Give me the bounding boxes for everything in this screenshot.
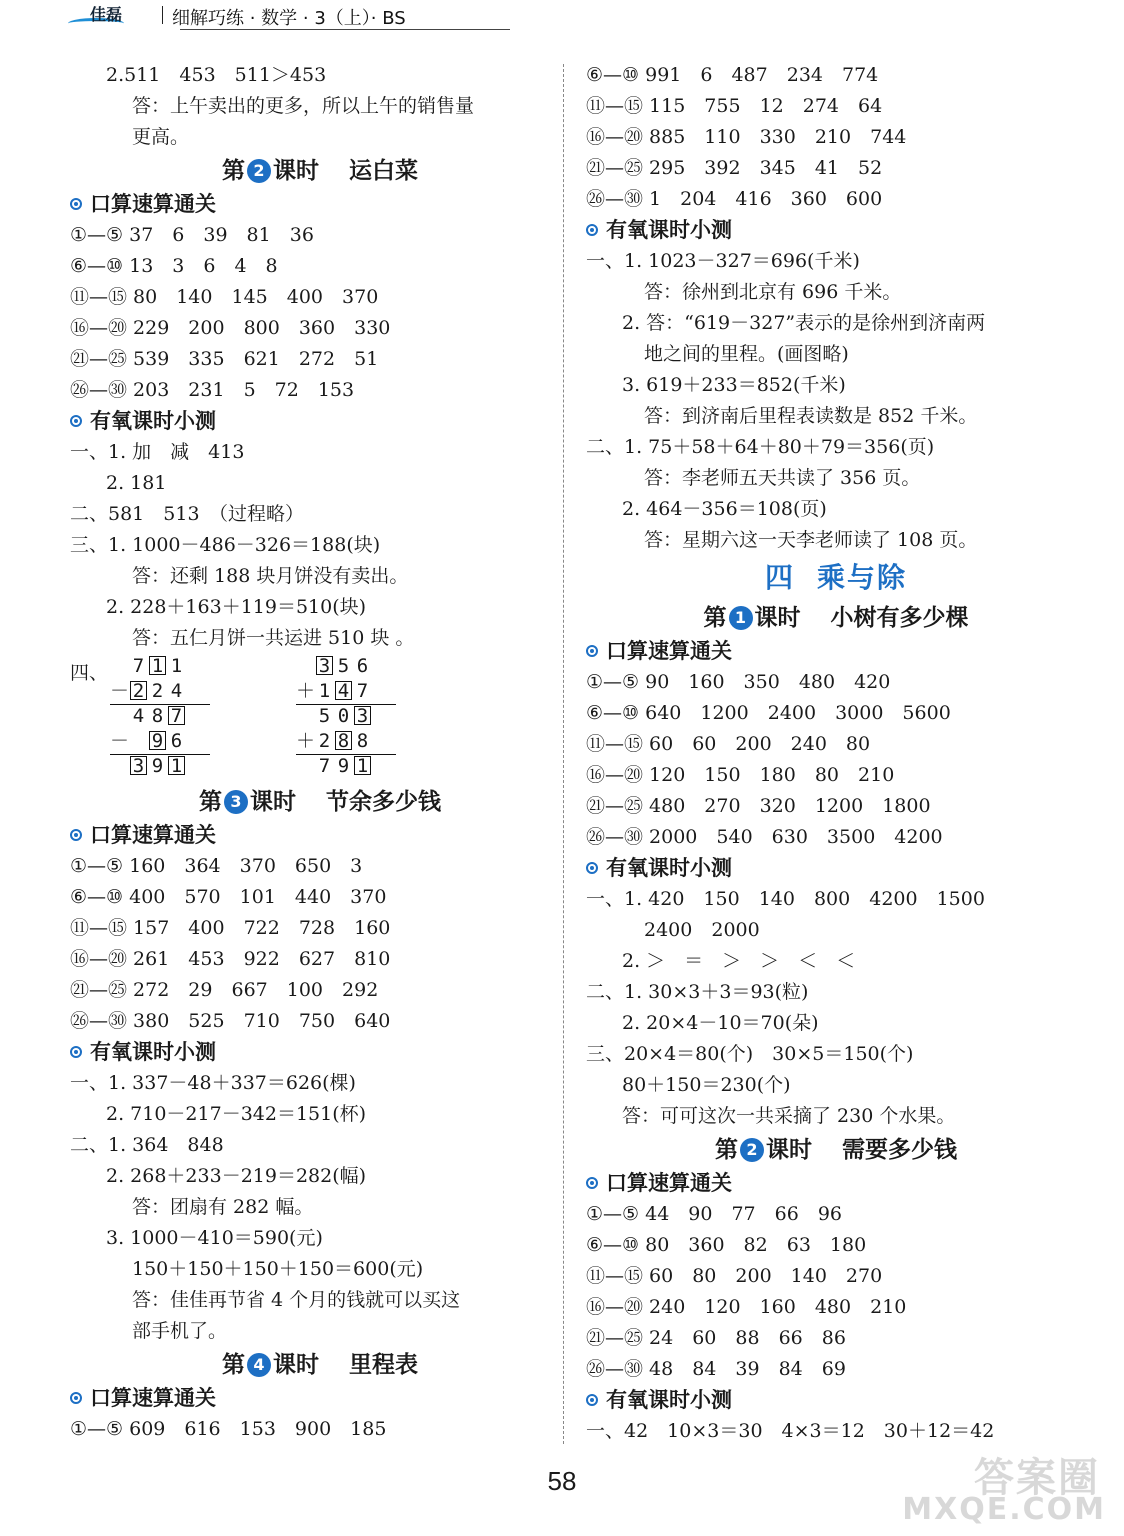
answer-line: 三、1. 1000－486－326＝188(块) <box>70 534 381 556</box>
digit-row <box>110 679 220 704</box>
vertical-calculations <box>70 654 570 784</box>
vertical-problem-1 <box>110 654 220 779</box>
section-title: 有氧课时小测 <box>90 1040 216 1064</box>
lesson-number-badge: 2 <box>247 159 271 183</box>
answer-line: 二、581 513 （过程略） <box>70 503 305 525</box>
digit-row <box>110 729 220 754</box>
answer-line: 答：五仁月饼一共运进 510 块 。 <box>132 627 415 649</box>
operator: ＋ <box>296 680 316 702</box>
lesson-heading <box>586 1132 1086 1168</box>
oral-row: ⑯—⑳ 885 110 330 210 744 <box>586 126 907 148</box>
section-bullet-icon <box>586 862 598 874</box>
answer-line: 答：星期六这一天李老师读了 108 页。 <box>644 529 978 551</box>
answer-line: 二、1. 75＋58＋64＋80＋79＝356(页) <box>586 436 935 458</box>
digit: 4 <box>132 705 145 727</box>
section-title: 口算速算通关 <box>606 1171 732 1195</box>
digit: 6 <box>356 655 369 677</box>
answer-line: 3. 619＋233＝852(千米) <box>622 374 846 396</box>
lesson-post: 课时 <box>250 789 296 815</box>
lesson-pre: 第 <box>222 1352 245 1378</box>
answer-line: 一、1. 337－48＋337＝626(棵) <box>70 1072 356 1094</box>
oral-row: ⑪—⑮ 115 755 12 274 64 <box>586 95 883 117</box>
oral-row: ㉑—㉕ 480 270 320 1200 1800 <box>586 795 931 817</box>
unit-number: 四 <box>764 561 795 594</box>
answer-line: 一、1. 1023－327＝696(千米) <box>586 250 860 272</box>
lesson-name: 节余多少钱 <box>326 789 441 815</box>
digit: 7 <box>356 680 369 702</box>
digit: 4 <box>170 680 183 702</box>
section-quiz <box>70 1037 570 1068</box>
answer-line: 2. 710－217－342＝151(杯) <box>106 1103 367 1125</box>
logo-text: 佳磊 <box>90 5 123 24</box>
lesson-name: 里程表 <box>349 1352 418 1378</box>
answer-line: 2. ＞ ＝ ＞ ＞ ＜ ＜ <box>622 950 856 972</box>
lesson-number-badge: 4 <box>247 1353 271 1377</box>
section-quiz <box>586 1385 1086 1416</box>
oral-row: ㉑—㉕ 272 29 667 100 292 <box>70 979 379 1001</box>
lesson-name: 需要多少钱 <box>842 1137 957 1163</box>
header-rule <box>180 29 510 30</box>
oral-row: ①—⑤ 44 90 77 66 96 <box>586 1203 842 1225</box>
answer-line: 二、1. 364 848 <box>70 1134 224 1156</box>
digit: 2 <box>318 730 331 752</box>
oral-row: ⑪—⑮ 80 140 145 400 370 <box>70 286 379 308</box>
section-bullet-icon <box>70 415 82 427</box>
answer-line: 答：可可这次一共采摘了 230 个水果。 <box>622 1105 956 1127</box>
answer-line: 答：还剩 188 块月饼没有卖出。 <box>132 565 409 587</box>
section-title: 有氧课时小测 <box>90 409 216 433</box>
operator: ＋ <box>296 730 316 752</box>
section-title: 有氧课时小测 <box>606 1388 732 1412</box>
watermark-text: 答案圈 <box>974 1455 1100 1501</box>
oral-row: ㉖—㉚ 380 525 710 750 640 <box>70 1010 391 1032</box>
oral-row: ⑥—⑩ 991 6 487 234 774 <box>586 64 879 86</box>
section-title: 口算速算通关 <box>606 639 732 663</box>
oral-row: ①—⑤ 609 616 153 900 185 <box>70 1418 387 1440</box>
answer-line: 更高。 <box>132 126 190 148</box>
section-bullet-icon <box>586 1177 598 1189</box>
answer-line: 80＋150＝230(个) <box>622 1074 791 1096</box>
page-header <box>60 0 520 30</box>
digit-box: 7 <box>168 706 185 725</box>
digit-box: 3 <box>130 756 147 775</box>
lesson-post: 课时 <box>273 158 319 184</box>
oral-row: ⑥—⑩ 13 3 6 4 8 <box>70 255 278 277</box>
oral-row: ㉖—㉚ 2000 540 630 3500 4200 <box>586 826 943 848</box>
section-oral <box>70 189 570 220</box>
section-oral <box>586 1168 1086 1199</box>
lesson-post: 课时 <box>754 605 801 631</box>
page-number: 58 <box>547 1466 577 1496</box>
section-title: 有氧课时小测 <box>606 856 732 880</box>
section-title: 有氧课时小测 <box>606 218 732 242</box>
lesson-pre: 第 <box>199 789 222 815</box>
answer-line: 答：团扇有 282 幅。 <box>132 1196 314 1218</box>
section-bullet-icon <box>70 829 82 841</box>
oral-row: ⑯—⑳ 229 200 800 360 330 <box>70 317 391 339</box>
digit: 1 <box>170 655 183 677</box>
oral-row: ㉑—㉕ 295 392 345 41 52 <box>586 157 883 179</box>
oral-row: ㉖—㉚ 1 204 416 360 600 <box>586 188 883 210</box>
lesson-number-badge: 1 <box>729 606 753 630</box>
lesson-number-badge: 3 <box>224 790 248 814</box>
oral-row: ①—⑤ 37 6 39 81 36 <box>70 224 314 246</box>
answer-line: 一、42 10×3＝30 4×3＝12 30＋12＝42 <box>586 1420 995 1442</box>
digit: 8 <box>151 705 164 727</box>
digit: 5 <box>337 655 350 677</box>
oral-row: ⑥—⑩ 640 1200 2400 3000 5600 <box>586 702 951 724</box>
answer-line: 答：到济南后里程表读数是 852 千米。 <box>644 405 978 427</box>
section-oral <box>586 636 1086 667</box>
section-title: 口算速算通关 <box>90 1386 216 1410</box>
oral-row: ⑪—⑮ 60 80 200 140 270 <box>586 1265 883 1287</box>
lesson-name: 运白菜 <box>349 158 418 184</box>
section-title: 口算速算通关 <box>90 192 216 216</box>
answer-line: 2. 181 <box>106 472 167 494</box>
digit-box: 4 <box>335 681 352 700</box>
oral-row: ⑥—⑩ 80 360 82 63 180 <box>586 1234 867 1256</box>
oral-row: ①—⑤ 90 160 350 480 420 <box>586 671 891 693</box>
answer-line: 答：徐州到北京有 696 千米。 <box>644 281 902 303</box>
digit: 1 <box>318 680 331 702</box>
lesson-heading <box>70 153 570 189</box>
answer-line: 150＋150＋150＋150＝600(元) <box>132 1258 424 1280</box>
section-quiz <box>70 406 570 437</box>
answer-line: 2. 464－356＝108(页) <box>622 498 827 520</box>
lesson-post: 课时 <box>273 1352 319 1378</box>
digit-box: 3 <box>316 656 333 675</box>
oral-row: ㉑—㉕ 24 60 88 66 86 <box>586 1327 846 1349</box>
watermark-logo <box>902 1446 1114 1530</box>
digit: 0 <box>337 705 350 727</box>
digit-row <box>296 754 406 779</box>
digit-row <box>296 704 406 729</box>
answer-line: 一、1. 420 150 140 800 4200 1500 <box>586 888 985 910</box>
oral-row: ⑯—⑳ 261 453 922 627 810 <box>70 948 391 970</box>
digit-box: 3 <box>354 706 371 725</box>
oral-row: ⑥—⑩ 400 570 101 440 370 <box>70 886 387 908</box>
oral-row: ⑪—⑮ 157 400 722 728 160 <box>70 917 391 939</box>
oral-row: ㉖—㉚ 48 84 39 84 69 <box>586 1358 846 1380</box>
oral-row: ①—⑤ 160 364 370 650 3 <box>70 855 363 877</box>
publisher-logo <box>60 2 154 28</box>
lesson-heading <box>70 784 570 820</box>
answer-line: 答：李老师五天共读了 356 页。 <box>644 467 921 489</box>
digit-box: 1 <box>149 656 166 675</box>
answer-line: 2. 228＋163＋119＝510(块) <box>106 596 367 618</box>
section-quiz <box>586 215 1086 246</box>
section-oral <box>70 820 570 851</box>
digit: 7 <box>132 655 145 677</box>
digit-row <box>110 704 220 729</box>
lesson-post: 课时 <box>766 1137 812 1163</box>
section-bullet-icon <box>586 224 598 236</box>
digit: 7 <box>318 755 331 777</box>
digit: 9 <box>337 755 350 777</box>
lesson-heading <box>70 1347 570 1383</box>
section-title: 口算速算通关 <box>90 823 216 847</box>
answer-line: 一、1. 加 减 413 <box>70 441 245 463</box>
digit-box: 9 <box>149 731 166 750</box>
digit: 9 <box>151 755 164 777</box>
section-bullet-icon <box>70 198 82 210</box>
digit-row <box>296 679 406 704</box>
left-column <box>70 60 570 1445</box>
section-bullet-icon <box>70 1392 82 1404</box>
answer-line: 2. 268＋233－219＝282(幅) <box>106 1165 367 1187</box>
lesson-pre: 第 <box>703 605 727 631</box>
digit-box: 2 <box>130 681 147 700</box>
oral-row: ⑯—⑳ 120 150 180 80 210 <box>586 764 895 786</box>
question-label: 四、 <box>70 662 109 684</box>
lesson-heading <box>586 600 1086 636</box>
answer-line: 2. 答：“619－327”表示的是徐州到济南两 <box>622 312 986 334</box>
answer-line: 答：上午卖出的更多，所以上午的销售量 <box>132 95 475 117</box>
digit: 8 <box>356 730 369 752</box>
vertical-problem-2 <box>296 654 406 779</box>
header-title: 细解巧练 · 数学 · 3（上）· BS <box>172 8 406 29</box>
watermark-url: MXQE.COM <box>902 1492 1106 1527</box>
section-bullet-icon <box>586 1394 598 1406</box>
section-oral <box>70 1383 570 1414</box>
unit-heading <box>586 556 1086 600</box>
digit-row <box>296 654 406 679</box>
lesson-number-badge: 2 <box>740 1138 764 1162</box>
unit-name: 乘与除 <box>817 561 908 594</box>
digit: 6 <box>170 730 183 752</box>
section-quiz <box>586 853 1086 884</box>
digit: 5 <box>318 705 331 727</box>
answer-line: 部手机了。 <box>132 1320 228 1342</box>
digit-box: 1 <box>354 756 371 775</box>
answer-line: 地之间的里程。(画图略) <box>644 343 849 365</box>
digit-row <box>110 754 220 779</box>
answer-line: 2400 2000 <box>644 919 760 941</box>
answer-line: 3. 1000－410＝590(元) <box>106 1227 323 1249</box>
section-bullet-icon <box>70 1046 82 1058</box>
oral-row: ⑯—⑳ 240 120 160 480 210 <box>586 1296 907 1318</box>
lesson-name: 小树有多少棵 <box>830 605 969 631</box>
answer-line: 2.511 453 511＞453 <box>106 64 327 86</box>
digit-row <box>296 729 406 754</box>
digit-box: 8 <box>335 731 352 750</box>
operator: － <box>110 680 130 702</box>
oral-row: ㉖—㉚ 203 231 5 72 153 <box>70 379 355 401</box>
lesson-pre: 第 <box>715 1137 738 1163</box>
oral-row: ⑪—⑮ 60 60 200 240 80 <box>586 733 871 755</box>
section-bullet-icon <box>586 645 598 657</box>
answer-line: 2. 20×4－10＝70(朵) <box>622 1012 819 1034</box>
answer-line: 二、1. 30×3＋3＝93(粒) <box>586 981 809 1003</box>
operator: － <box>110 730 130 752</box>
answer-line: 答：佳佳再节省 4 个月的钱就可以买这 <box>132 1289 461 1311</box>
digit: 2 <box>151 680 164 702</box>
answer-line: 三、20×4＝80(个) 30×5＝150(个) <box>586 1043 914 1065</box>
header-separator <box>162 6 163 24</box>
lesson-pre: 第 <box>222 158 245 184</box>
oral-row: ㉑—㉕ 539 335 621 272 51 <box>70 348 379 370</box>
right-column <box>586 60 1086 1447</box>
digit-row <box>110 654 220 679</box>
digit-box: 1 <box>168 756 185 775</box>
